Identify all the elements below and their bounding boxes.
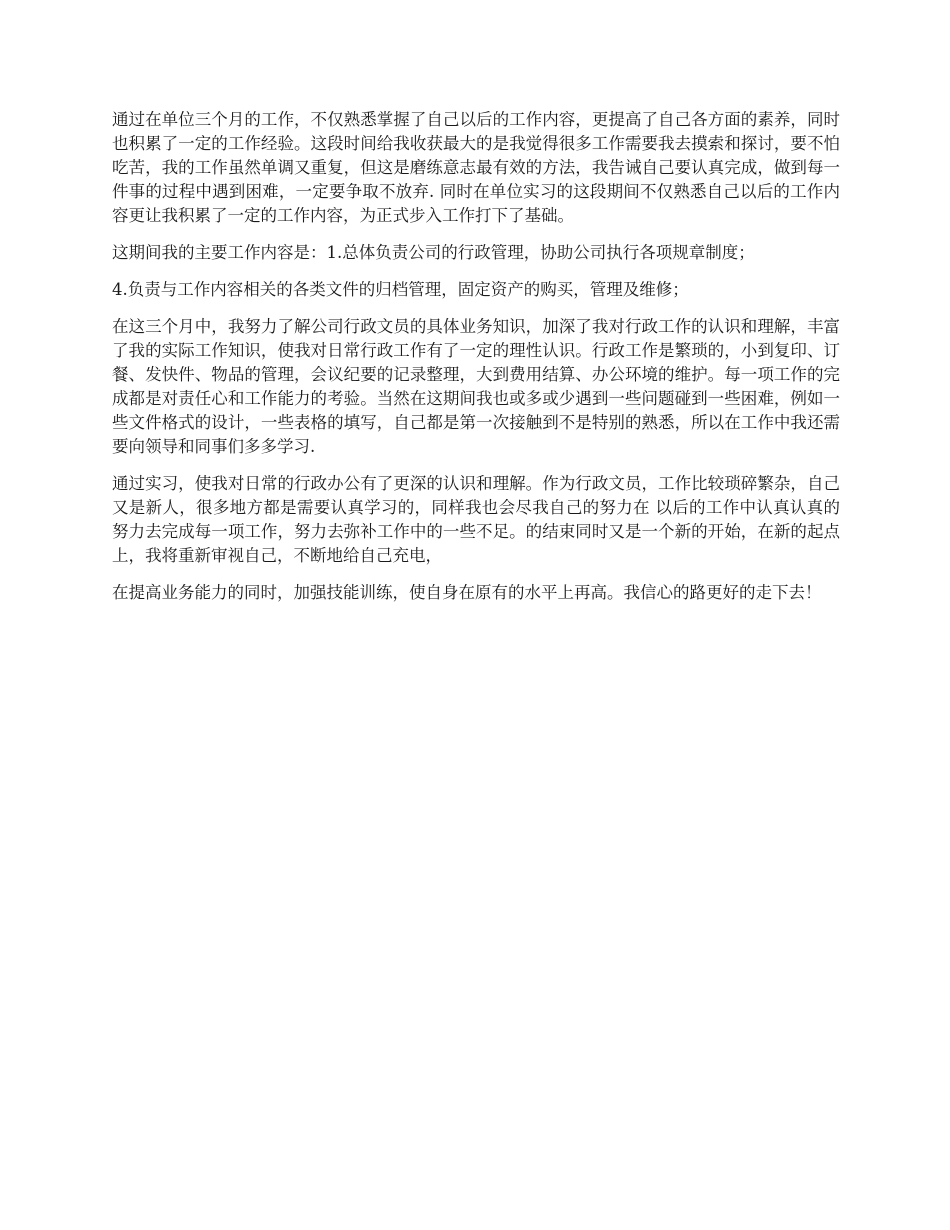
paragraph-reflection: 通过实习，使我对日常的行政办公有了更深的认识和理解。作为行政文员，工作比较琐碎繁杂，自己又是新人，很多地方都是需要认真学习的，同样我也会尽我自己的努力在 以后的工作中认真认真的努力去完成每一项工作，努力去弥补工作中的一些不足。的结束同时又是一个新的开始，在新的起点上，我将重新审视自己，不断地给自己充电， <box>112 474 840 565</box>
paragraph-internship-summary: 通过在单位三个月的工作，不仅熟悉掌握了自己以后的工作内容，更提高了自己各方面的素养，同时也积累了一定的工作经验。这段时间给我收获最大的是我觉得很多工作需要我去摸索和探讨，要不怕吃苦，我的工作虽然单调又重复，但这是磨练意志最有效的方法，我告诫自己要认真完成，做到每一件事的过程中遇到困难，一定要争取不放弃. 同时在单位实习的这段期间不仅熟悉自己以后的工作内容更让我积累了一定的工作内容，为正式步入工作打下了基础。 <box>112 110 840 225</box>
paragraph-main-duties: 这期间我的主要工作内容是：1.总体负责公司的行政管理，协助公司执行各项规章制度； <box>112 243 755 262</box>
paragraph-duty-item-4: 4.负责与工作内容相关的各类文件的归档管理，固定资产的购买，管理及维修； <box>112 280 689 299</box>
document-body <box>112 108 840 618</box>
paragraph-three-months-learning: 在这三个月中，我努力了解公司行政文员的具体业务知识，加深了我对行政工作的认识和理解，丰富了我的实际工作知识，使我对日常行政工作有了一定的理性认识。行政工作是繁琐的，小到复印、订餐、发快件、物品的管理，会议纪要的记录整理，大到费用结算、办公环境的维护。每一项工作的完成都是对责任心和工作能力的考验。当然在这期间我也或多或少遇到一些问题碰到一些困难，例如一些文件格式的设计，一些表格的填写，自己都是第一次接触到不是特别的熟悉，所以在工作中我还需要向领导和同事们多多学习. <box>112 317 840 456</box>
paragraph-conclusion: 在提高业务能力的同时，加强技能训练，使自身在原有的水平上再高。我信心的路更好的走下去！ <box>112 583 822 602</box>
